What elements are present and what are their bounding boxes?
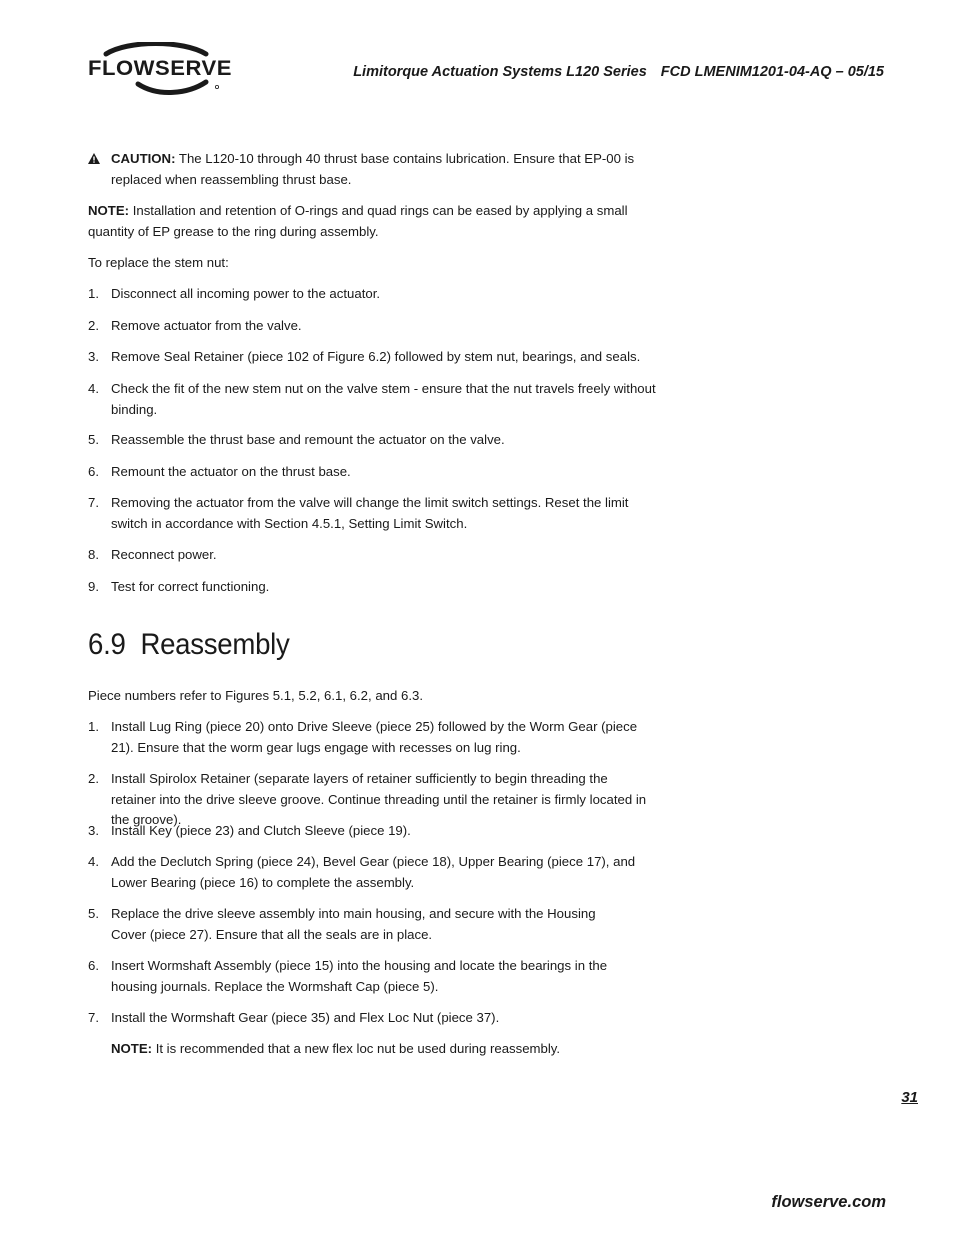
note-o-rings [88,201,658,242]
warning-triangle-icon [88,153,100,164]
section-heading [88,628,290,662]
section-intro: Piece numbers refer to Figures 5.1, 5.2, 6.1, 6.2, and 6.3. [88,688,424,703]
note-label: NOTE: [111,1041,153,1056]
note-label: NOTE: [88,203,130,218]
section-title: Reassembly [140,628,290,661]
note-text: It is recommended that a new flex loc nut be used during reassembly. [152,1041,561,1056]
note-text: Installation and retention of O-rings and quad rings can be eased by applying a small quantity of EP grease to the ring during assembly. [88,203,628,239]
note-flex-loc [111,1039,656,1060]
header-series: Limitorque Actuation Systems L120 Series [353,64,647,80]
page-number: 31 [901,1089,918,1106]
logo-wordmark: FLOWSERVE [88,57,232,80]
flowserve-logo [88,42,232,98]
header-doc-code: FCD LMENIM1201-04-AQ – 05/15 [660,64,884,80]
caution-label: CAUTION: [111,151,176,166]
running-header [353,64,884,80]
section-number: 6.9 [88,628,126,661]
caution-text: The L120-10 through 40 thrust base contains lubrication. Ensure that EP-00 is replaced when reassembling thrust base. [111,151,635,187]
footer-url: flowserve.com [771,1193,886,1211]
stem-nut-intro: To replace the stem nut: [88,255,229,270]
